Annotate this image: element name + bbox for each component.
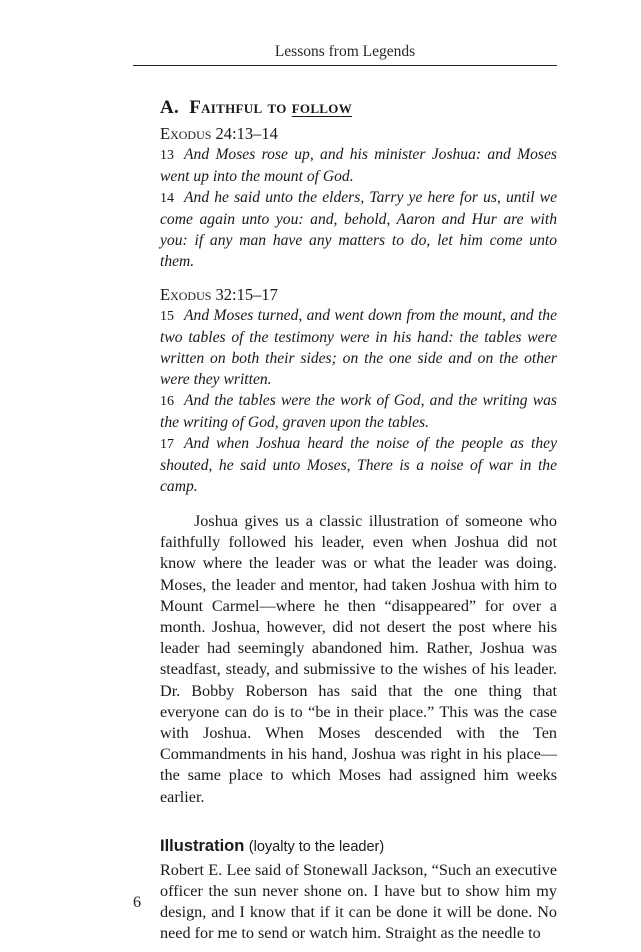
running-header: Lessons from Legends: [274, 43, 416, 60]
verse: [160, 390, 557, 433]
verse: [160, 144, 557, 187]
verse: [160, 187, 557, 272]
verse-text: And Moses turned, and went down from the mount, and the two tables of the testimony were in his hand: the tables were written on both their sides; on the one side and on the other were they written.: [160, 307, 557, 388]
verse-number: 17: [160, 437, 174, 452]
page-content: [160, 96, 557, 945]
page-number: 6: [133, 894, 141, 911]
illustration-subtitle: (loyalty to the leader): [248, 838, 385, 855]
section-title-underlined: follow: [291, 97, 352, 118]
verse-text: And when Joshua heard the noise of the people as they shouted, he said unto Moses, There is a noise of war in the camp.: [160, 435, 557, 495]
verse-number: 14: [160, 191, 174, 206]
section-label: A.: [160, 97, 180, 118]
verse-text: And Moses rose up, and his minister Joshua: and Moses went up into the mount of God.: [160, 146, 557, 185]
scripture-passage: [160, 284, 557, 497]
verse-number: 15: [160, 309, 174, 324]
body-paragraph: Joshua gives us a classic illustration of someone who faithfully followed his leader, even when Joshua did not know where the leader was or what the leader was doing. Moses, the leader and mentor, had taken Joshua with him to Mount Carmel—where he then “disappeared” for over a month. Joshua, however, did not desert the post where his leader had seemingly abandoned him. Rather, Joshua was steadfast, steady, and submissive to the wishes of his leader. Dr. Bobby Roberson has said that the one thing that everyone can do is to “be in their place.” This was the case with Joshua. When Moses descended with the Ten Commandments in his hand, Joshua was right in his place—the same place to which Moses had assigned him weeks earlier.: [160, 512, 557, 806]
illustration-paragraph: Robert E. Lee said of Stonewall Jackson, “Such an executive officer the sun never shone on. I have but to show him my design, and I know that if it can be done it will be done. No need for me to send or watch him. Straight as the needle to: [160, 860, 557, 943]
section-title: Faithful to: [189, 97, 287, 118]
verse-number: 16: [160, 394, 174, 409]
verse-number: 13: [160, 148, 174, 163]
verse-text: And the tables were the work of God, and the writing was the writing of God, graven upon the tables.: [160, 392, 557, 431]
header-rule: [133, 65, 557, 66]
verse: [160, 433, 557, 497]
verse: [160, 305, 557, 390]
verse-text: And he said unto the elders, Tarry ye here for us, until we come again unto you: and, behold, Aaron and Hur are with you: if any man have any matters to do, let him come unto them.: [160, 189, 557, 270]
illustration-title: Illustration: [160, 836, 245, 855]
illustration-heading: [160, 836, 557, 857]
scripture-reference: Exodus 32:15–17: [160, 285, 278, 304]
scripture-reference: Exodus 24:13–14: [160, 124, 278, 143]
section-heading: [160, 96, 557, 120]
scripture-passage: [160, 123, 557, 272]
